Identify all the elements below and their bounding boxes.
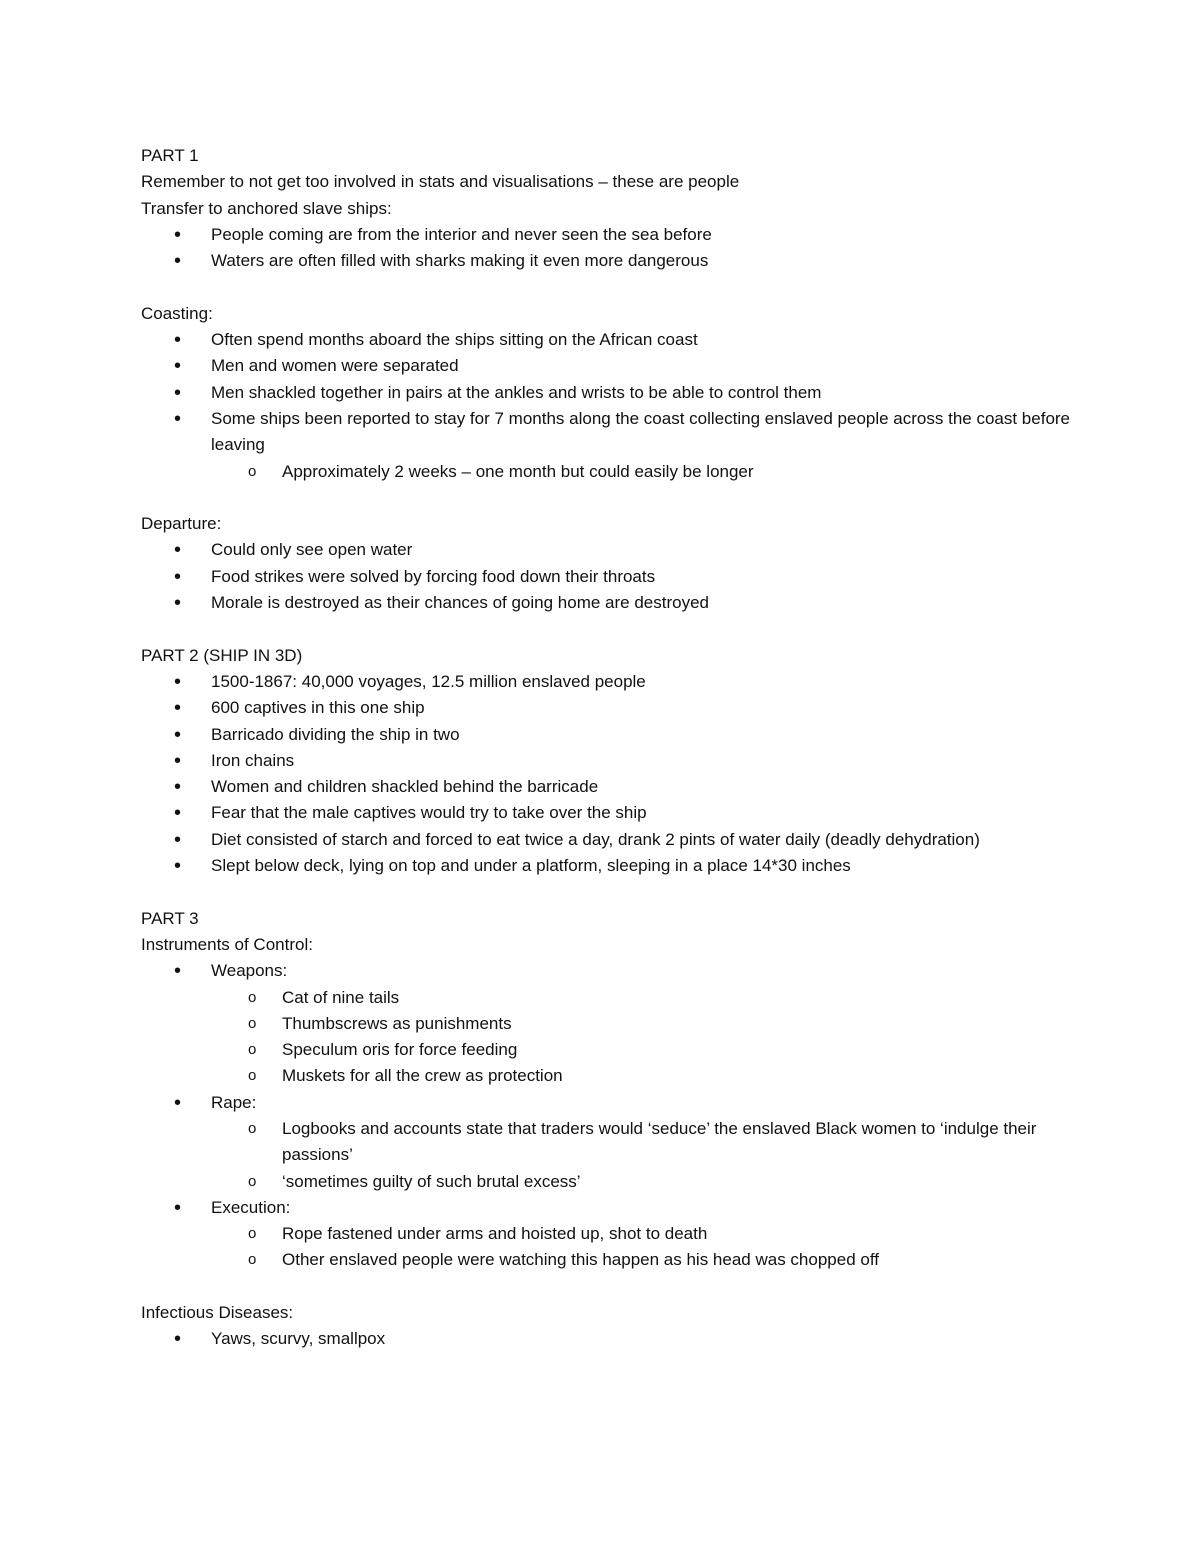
bullet-item [141,590,1101,616]
bullet-text: Rope fastened under arms and hoisted up, shot to death [282,1224,708,1244]
bullet-item [141,827,1101,853]
notes-section [141,1300,1101,1353]
sub-bullet-item [141,985,1101,1011]
heading-line: PART 2 (SHIP IN 3D) [141,645,303,665]
bullet-dot-icon: • [174,381,182,404]
bullet-text: Iron chains [211,750,295,770]
bullet-text: Could only see open water [211,540,413,560]
bullet-circle-icon: o [248,1225,257,1243]
bullet-dot-icon: • [174,539,182,562]
document-body [141,143,1101,1353]
bullet-dot-icon: • [174,1091,182,1114]
bullet-dot-icon: • [174,697,182,720]
bullet-item [141,564,1101,590]
bullet-text: Approximately 2 weeks – one month but could easily be longer [282,461,754,481]
bullet-dot-icon: • [174,565,182,588]
bullet-dot-icon: • [174,855,182,878]
bullet-circle-icon: o [248,1251,257,1269]
bullet-dot-icon: • [174,592,182,615]
bullet-item [141,669,1101,695]
paragraph-spacer [141,879,1101,905]
notes-section [141,906,1101,1274]
bullet-item [141,1090,1101,1116]
bullet-dot-icon: • [174,1196,182,1219]
bullet-text: Slept below deck, lying on top and under a platform, sleeping in a place 14*30 inches [211,856,851,876]
bullet-dot-icon: • [174,1328,182,1351]
heading-line: Remember to not get too involved in stats and visualisations – these are people [141,172,740,192]
bullet-dot-icon: • [174,802,182,825]
bullet-dot-icon: • [174,407,182,430]
bullet-text: Some ships been reported to stay for 7 months along the coast collecting enslaved people across the coast before leaving [211,408,1071,455]
bullet-item [141,695,1101,721]
bullet-item [141,537,1101,563]
bullet-dot-icon: • [174,355,182,378]
sub-bullet-item [141,1063,1101,1089]
bullet-text: Women and children shackled behind the barricade [211,777,599,797]
heading-line: Infectious Diseases: [141,1303,294,1323]
bullet-circle-icon: o [248,988,257,1006]
sub-bullet-item [141,459,1101,485]
bullet-item [141,406,1101,459]
bullet-circle-icon: o [248,1067,257,1085]
notes-section [141,301,1101,485]
heading-line: PART 3 [141,908,199,928]
notes-section [141,511,1101,616]
bullet-text: Men shackled together in pairs at the ankles and wrists to be able to control them [211,382,822,402]
bullet-text: 600 captives in this one ship [211,698,425,718]
bullet-dot-icon: • [174,670,182,693]
notes-section [141,643,1101,880]
bullet-text: Logbooks and accounts state that traders would ‘seduce’ the enslaved Black women to ‘indulge their passions’ [282,1118,1037,1165]
bullet-item [141,853,1101,879]
bullet-text: Diet consisted of starch and forced to eat twice a day, drank 2 pints of water daily (deadly dehydration) [211,829,980,849]
sub-bullet-item [141,1116,1101,1169]
bullet-text: Thumbscrews as punishments [282,1013,512,1033]
bullet-dot-icon: • [174,828,182,851]
bullet-text: People coming are from the interior and never seen the sea before [211,224,712,244]
bullet-circle-icon: o [248,1041,257,1059]
bullet-dot-icon: • [174,250,182,273]
bullet-text: 1500-1867: 40,000 voyages, 12.5 million enslaved people [211,671,646,691]
bullet-item [141,353,1101,379]
heading-line: Departure: [141,514,222,534]
bullet-item [141,380,1101,406]
bullet-text: Men and women were separated [211,356,459,376]
sub-bullet-item [141,1037,1101,1063]
heading-line: Coasting: [141,303,213,323]
sub-bullet-item [141,1169,1101,1195]
bullet-item [141,748,1101,774]
bullet-text: Food strikes were solved by forcing food down their throats [211,566,656,586]
notes-section [141,143,1101,274]
bullet-item [141,222,1101,248]
bullet-text: Often spend months aboard the ships sitting on the African coast [211,330,698,350]
heading-line: Instruments of Control: [141,934,313,954]
bullet-text: Fear that the male captives would try to take over the ship [211,803,647,823]
bullet-dot-icon: • [174,223,182,246]
bullet-text: ‘sometimes guilty of such brutal excess’ [282,1171,581,1191]
bullet-circle-icon: o [248,462,257,480]
bullet-text: Muskets for all the crew as protection [282,1066,563,1086]
sub-bullet-item [141,1247,1101,1273]
paragraph-spacer [141,1274,1101,1300]
bullet-item [141,1326,1101,1352]
paragraph-spacer [141,616,1101,642]
bullet-item [141,1195,1101,1221]
bullet-item [141,958,1101,984]
paragraph-spacer [141,485,1101,511]
bullet-item [141,800,1101,826]
bullet-text: Morale is destroyed as their chances of going home are destroyed [211,593,709,613]
bullet-item [141,248,1101,274]
bullet-item [141,774,1101,800]
bullet-circle-icon: o [248,1172,257,1190]
bullet-text: Yaws, scurvy, smallpox [211,1329,386,1349]
bullet-dot-icon: • [174,960,182,983]
bullet-text: Execution: [211,1197,291,1217]
bullet-text: Cat of nine tails [282,987,400,1007]
sub-bullet-item [141,1011,1101,1037]
bullet-text: Weapons: [211,961,288,981]
heading-line: Transfer to anchored slave ships: [141,198,392,218]
bullet-dot-icon: • [174,776,182,799]
bullet-text: Other enslaved people were watching this happen as his head was chopped off [282,1250,879,1270]
bullet-text: Rape: [211,1092,257,1112]
bullet-dot-icon: • [174,329,182,352]
bullet-dot-icon: • [174,723,182,746]
bullet-circle-icon: o [248,1014,257,1032]
bullet-item [141,722,1101,748]
bullet-text: Speculum oris for force feeding [282,1040,518,1060]
bullet-text: Barricado dividing the ship in two [211,724,460,744]
bullet-text: Waters are often filled with sharks making it even more dangerous [211,251,709,271]
heading-line: PART 1 [141,146,199,165]
paragraph-spacer [141,274,1101,300]
sub-bullet-item [141,1221,1101,1247]
bullet-dot-icon: • [174,749,182,772]
bullet-circle-icon: o [248,1119,257,1137]
bullet-item [141,327,1101,353]
